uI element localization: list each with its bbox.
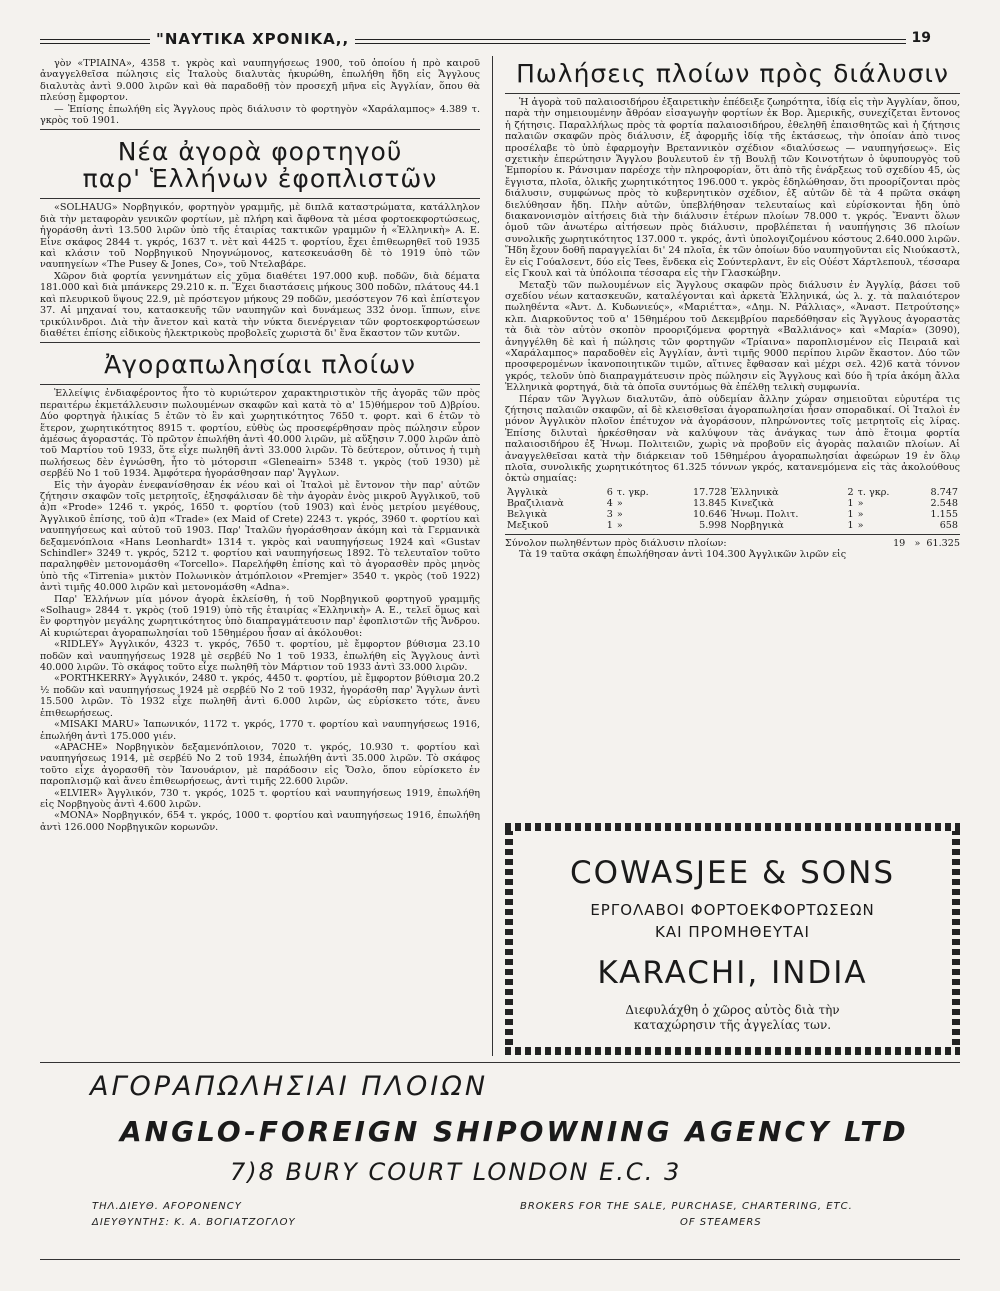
flags-table-cell: τ. γκρ.: [857, 486, 890, 498]
cowasjee-advertisement: [505, 823, 960, 1055]
flags-table-cell: Βραζιλιανὰ: [507, 497, 564, 509]
ad-content: [515, 855, 950, 1033]
flags-table-cell: 4: [606, 497, 613, 509]
flags-table-body: [505, 487, 960, 531]
total-figures: [893, 538, 960, 549]
flags-table-cell: »: [857, 497, 864, 509]
bottom-ad-services-1: BROKERS FOR THE SALE, PURCHASE, CHARTERING, ETC.: [520, 1201, 853, 1212]
solhaug-paragraph: «SOLHAUG» Νορβηγικόν, φορτηγὸν γραμμῆς, μὲ διπλᾶ καταστρώματα, κατάλληλον διὰ τὴν μεταφορὰν γενικῶν φορτίων, μὲ πλήρη καὶ ἄφθονα τὰ μέσα φορτοεκφορτώσεως, ἠγοράσθη ἀντὶ 13.500 λιρῶν ὑπὸ τῆς ἑταιρίας τακτικῶν γραμμῶν ἡ «Ἑλληνικὴ» Α. Ε. Εἶνε σκάφος 2844 τ. γκρός, 1637 τ. νὲτ καὶ 4425 τ. φορτίου, ἔχει ἐπιθεωρηθεῖ τοῦ 1935 καὶ κλάσιν τοῦ Νορβηγικοῦ Νηογνώμονος, κατεσκευάσθη δὲ τὸ 1919 ὑπὸ τῶν ναυπηγείων «The Pusey & Jones, Co», τοῦ Ντελαβάρε.: [40, 202, 480, 271]
publication-title: "ΝΑΥΤΙΚΑ ΧΡΟΝΙΚΑ,,: [150, 30, 355, 48]
flags-table-cell: Ἀγγλικὰ: [507, 486, 548, 498]
flags-table-cell: 2.548: [930, 497, 958, 509]
flags-table-cell: τ. γκρ.: [616, 486, 649, 498]
article-continuation-2: — Ἐπίσης ἐπωλήθη εἰς Ἄγγλους πρὸς διάλυσιν τὸ φορτηγὸν «Χαράλαμπος» 4.389 τ. γκρὸς τοῦ 1901.: [40, 103, 480, 127]
flags-table-cell: 17.728: [693, 486, 727, 498]
section-rule: [505, 93, 960, 94]
ad-note: [515, 1003, 950, 1033]
greeks-paragraph: Παρ' Ἑλλήνων μία μόνον ἀγορὰ ἐκλείσθη, ἡ τοῦ Νορβηγικοῦ φορτηγοῦ γραμμῆς «Solhaug» 2844 τ. γκρὸς (τοῦ 1919) ὑπὸ τῆς ἑταιρίας «Ἑλληνικὴ» Α. Ε., τελεῖ ὅμως καὶ ἓν φορτηγὸν μεγάλης χωρητικότητος ὑπὸ διαπραγμάτευσιν παρ' ἐφοπλιστῶν τῆς Ἄνδρου. Αἱ κυριώτεραι ἀγοραπωλησίαι τοῦ 15θημέρου ἦσαν αἱ ἀκόλουθοι:: [40, 593, 480, 639]
flags-table-row: [505, 487, 960, 498]
section-rule: [40, 129, 480, 130]
total-mark: »: [914, 537, 921, 549]
market-paragraph: Ἐλλείψις ἐνδιαφέροντος ἦτο τὸ κυριώτερον χαρακτηριστικὸν τῆς ἀγορᾶς τῶν πρὸς περαιτέρω ἐκμετάλλευσιν πωλουμένων σκαφῶν καὶ κατὰ τὸ α' 15)θήμερον τοῦ Δ)βρίου. Δύο φορτηγὰ ἡλικίας 5 ἐτῶν τὸ ἓν καὶ χωρητικότητος 7650 τ. φορτ. καὶ 6 ἐτῶν τὸ ἕτερον, χωρητικότητος 8915 τ. φορτίου, εὐθὺς ὡς προσεφέρθησαν πρὸς πώλησιν εὗρον ἀμέσως ἀγοραστάς. Τὸ πρῶτον ἐπωλήθη ἀντὶ 40.000 λιρῶν, μὲ αὔξησιν 7.000 λιρῶν ἀπὸ τοῦ Μαρτίου τοῦ 1933, ὅτε εἶχε πωληθῆ ἀντὶ 33.000 λιρῶν. Τὸ δεύτερον, οὗτινος ἡ τιμὴ πωλήσεως δὲν ἐγνώσθη, ἦτο τὸ μότορσιπ «Gleneairn» 5348 τ. γκρὸς (τοῦ 1930) μὲ σερβέϋ Νο 1 τοῦ 1934. Ἀμφότερα ἠγοράσθησαν παρ' Ἄγγλων.: [40, 388, 480, 480]
total-count: 19: [893, 537, 906, 549]
ad-city: KARACHI, INDIA: [597, 955, 868, 991]
flags-table-cell: Βελγικὰ: [507, 508, 548, 520]
section-rule: [40, 198, 480, 199]
flags-table-cell: Κινεζικὰ: [730, 497, 774, 509]
section-rule: [40, 342, 480, 343]
flags-table-cell: 13.845: [693, 497, 727, 509]
article-continuation: γὸν «ΤΡΙΑΙΝΑ», 4358 τ. γκρὸς καὶ ναυπηγήσεως 1900, τοῦ ὁποίου ἡ πρὸ καιροῦ ἀναγγελθεῖσα πώλησις εἰς Ἰταλοὺς διαλυτὰς ἠκυρώθη, ἐπωλήθη ἤδη εἰς Ἄγγλους διαλυτὰς ἀντὶ 9.000 λιρῶν καὶ θὰ παραδοθῇ τὸν προσεχῆ μῆνα εἰς Ἀγγλίαν, ὅπου θὰ πλεύσῃ ἔμφορτον.: [40, 58, 480, 104]
greek-ships-paragraph: Μεταξὺ τῶν πωλουμένων εἰς Ἄγγλους σκαφῶν πρὸς διάλυσιν ἐν Ἀγγλίᾳ, βάσει τοῦ σχεδίου νέων κατασκευῶν, καταλέγονται καὶ ἀρκετὰ Ἑλληνικά, ὡς λ. χ. τὰ παλαιότερον πωληθέντα «Ἀντ. Δ. Κυδωνιεύς», «Μαριέττα», «Δημ. Ν. Ράλλιας», «Ἀναστ. Πετρούτσης» κλπ. Διαρκοῦντος τοῦ α' 15θημέρου τοῦ Δεκεμβρίου παρεδόθησαν εἰς Ἄγγλους ἀγοραστὰς τὰ διὰ τὸν αὐτὸν σκοπὸν προοριζόμενα φορτηγὰ «Βαλλιάνος» καὶ «Μαρία» (3090), ἀνηγγέλθη δὲ καὶ ἡ πώλησις τῶν φορτηγῶν «Τρίαινα» παροπλισμένον εἰς Πειραιᾶ καὶ «Χαράλαμπος» παραδοθὲν εἰς Ἀγγλίαν, ἀντὶ τιμῆς 9000 περίπου λιρῶν ἕκαστον. Δύο τῶν προσφερομένων ἱκανοποιητικῶν τιμῶν, αἵτινες ἔφθασαν καὶ μέχρι σελ. 42)6 κατὰ τόννον γκρός, τελοῦν ὑπὸ διαπραγμάτευσιν πρὸς πώλησιν εἰς Ἄγγλους καὶ δύο ἢ τρία ἀκόμη ἄλλα Ἑλληνικὰ φορτηγά, διὰ τὰ ὁποῖα συντόμως θὰ ἐπέλθῃ τελικὴ συμφωνία.: [505, 279, 960, 394]
italians-paragraph: Εἰς τὴν ἀγορὰν ἐνεφανίσθησαν ἐκ νέου καὶ οἱ Ἰταλοὶ μὲ ἔντονον τὴν παρ' αὐτῶν ζήτησιν σκαφῶν τοῖς μετρητοῖς, ἐξησφάλισαν δὲ τὴν ἀγορὰν ἑνὸς μικροῦ Ἀγγλικοῦ, τοῦ ἀ)π «Prode» 1246 τ. γκρός, 1650 τ. φορτίου (τοῦ 1903) καὶ ἑνὸς μετρίου μεγέθους, Ἀγγλικοῦ ἐπίσης, τοῦ ἀ)π «Trade» (ex Maid of Crete) 2243 τ. γκρός, 3960 τ. φορτίου καὶ ναυπηγήσεως καὶ αὐτοῦ τοῦ 1903. Παρ' Ἰταλῶν ἠγοράσθησαν ἀκόμη καὶ τὰ Γερμανικὰ δεξαμενόπλοια «Hans Leonhardt» 1314 τ. γκρὸς καὶ ναυπηγήσεως 1924 καὶ «Gustav Schindler» 3249 τ. γκρός, 5212 τ. φορτίου καὶ ναυπηγήσεως 1892. Τὸ τελευταῖον τοῦτο παραληφθὲν μετονομάσθη «Torcello». Παρελήφθη ἐπίσης καὶ τὸ ἀγορασθὲν πρὸς μηνὸς ὑπὸ τῆς «Tirrenia» μικτὸν Πολωνικὸν ἀτμόπλοιον «Premjer» 3540 τ. γκρὸς (τοῦ 1922) ἀντὶ τιμῆς 40.000 λιρῶν καὶ μετονομάσθη «Adna».: [40, 479, 480, 594]
total-row: [505, 538, 960, 549]
misaki-maru-paragraph: «MISAKI MARU» Ἰαπωνικόν, 1172 τ. γκρός, 1770 τ. φορτίου καὶ ναυπηγήσεως 1916, ἐπωλήθη ἀντὶ 175.000 γιέν.: [40, 719, 480, 742]
mona-paragraph: «MONA» Νορβηγικόν, 654 τ. γκρός, 1000 τ. φορτίου καὶ ναυπηγήσεως 1916, ἐπωλήθη ἀντὶ 126.000 Νορβηγικῶν κορωνῶν.: [40, 810, 480, 833]
table-rule: [505, 534, 960, 535]
flags-table-cell: 5.998: [699, 519, 727, 531]
total-value: 61.325: [926, 537, 960, 549]
anglo-foreign-advertisement: [40, 1062, 960, 1260]
flags-table-row: [505, 498, 960, 509]
flags-table-cell: »: [857, 519, 864, 531]
flags-table-cell: »: [616, 508, 623, 520]
section-rule: [40, 384, 480, 385]
scrap-market-paragraph: Ἡ ἀγορὰ τοῦ παλαιοσιδήρου ἐξαιρετικὴν ἐπέδειξε ζωηρότητα, ἰδίᾳ εἰς τὴν Ἀγγλίαν, ὅπου, παρὰ τὴν σημειουμένην ἄθρόαν εἰσαγωγὴν φορτίων ἐκ Βορ. Ἀμερικῆς, συνεχίζεται ἔντονος ἡ ζήτησις. Παραλλήλως πρὸς τὰ φορτία παλαιοσιδήρου, ἐθεληθῆ ἐπαισθητῶς καὶ ἡ ζήτησις παλαιῶν σκαφῶν πρὸς διάλυσιν, ἐξ ἀφορμῆς ἰδίᾳ τῆς ἐκτάσεως, τὴν ὁποίαν ἀπὸ τινος προσέλαβε τὸ ὑπὸ ἐφαρμογὴν Βρεταννικὸν σχέδιον «διαλύσεως — ναυπηγήσεως». Εἰς σχετικὴν ἐπερώτησιν Ἄγγλου βουλευτοῦ ἐν τῇ Βουλῇ τῶν Κοινοτήτων ὁ ὑφυπουργὸς τοῦ Ἐμπορίου κ. Ράνσιμαν παρέσχε τὴν πληροφορίαν, ὅτι ἀπὸ τῆς ἐνάρξεως τοῦ σχεδίου 45, ὡς ἔγγιστα, πλοῖα, ὁλικῆς χωρητικότητος 196.000 τ. γκρὸς ἐδηλώθησαν, ὅτι προορίζονται πρὸς διάλυσιν, συμφώνως πρὸς τὸ κυβερνητικὸν σχέδιον, ἐξ αὐτῶν δὲ τὰ 4 πρῶτα σκάφη διελύθησαν ἤδη. Πλὴν αὐτῶν, ὑπεβλήθησαν τελευταίως καὶ εὑρίσκονται ἤδη ὑπὸ διακανονισμὸν αἰτήσεις διὰ τὴν διάλυσιν ἑτέρων πλοίων 78.000 τ. γκρός. Ἔναντι ὅλων ὁμοῦ τῶν ἀνωτέρω αἰτήσεων πρὸς διάλυσιν, προβλέπεται ἡ ναυπήγησις 36 πλοίων συνολικῆς χωρητικότητος 137.000 τ. γκρός, ἀντὶ ὑπολογιζομένου κόστους 2.640.000 λιρῶν. Ἤδη ἔχουν δοθῆ παραγγελίαι δι' 24 πλοῖα, ἐκ τῶν ὁποίων δύο ναυπηγοῦνται εἰς Νιούκαστλ, ἓν εἰς Γούαλσεντ, δύο εἰς Tees, ἕνδεκα εἰς Σούντερλαντ, ἓν εἰς Οὐέστ Χάρτλεπουλ, τέσσαρα εἰς Γκουλ καὶ τὰ ὑπόλοιπα τέσσαρα εἰς τὴν Γλασκώβην.: [505, 97, 960, 280]
closing-line: Τὰ 19 ταῦτα σκάφη ἐπωλήθησαν ἀντὶ 104.300 Ἀγγλικῶν λιρῶν εἰς: [519, 549, 847, 561]
ad-note-line-1: Διεφυλάχθη ὁ χῶρος αὐτὸς διὰ τὴν: [625, 1003, 840, 1017]
elvier-paragraph: «ELVIER» Ἀγγλικόν, 730 τ. γκρός, 1025 τ. φορτίου καὶ ναυπηγήσεως 1919, ἐπωλήθη εἰς Νορβηγοὺς ἀντὶ 4.600 λιρῶν.: [40, 787, 480, 810]
other-countries-paragraph: Πέραν τῶν Ἄγγλων διαλυτῶν, ἀπὸ οὐδεμίαν ἄλλην χώραν σημειοῦται εὐρυτέρα τις ζήτησις παλαιῶν σκαφῶν, αἱ δὲ κλεισθεῖσαι ἀγοραπωλησίαι ἦσαν σποραδικαί. Οἱ Ἰταλοὶ ἐν μόνον Ἀγγλικὸν πλοῖον ἐπέτυχον νὰ ἀγοράσουν, πληρώνοντες τοῖς μετρητοῖς εἰς λίρας. Ἐπίσης διλυταὶ ἠρκέσθησαν νὰ καλύψουν τὰς ἀνάγκας των ἀπὸ ἕτοιμα φορτία παλαιοσιδήρου ἐξ Ἡνωμ. Πολιτειῶν, χωρὶς νὰ προβοῦν εἰς ἀγορὰς παλαιῶν πλοίων. Αἱ ἀναγγελθεῖσαι κατὰ τὴν διάρκειαν τοῦ 15θημέρου ἀγοραπωλησίαι ἀφεώρων 19 ἐν ὅλῳ πλοῖα, συνολικῆς χωρητικότητος 61.325 τόννων γκρός, κατανεμόμενα εἰς τὰς ἀκολούθους ὀκτὼ σημαίας:: [505, 393, 960, 485]
bottom-ad-telegraph: ΤΗΛ.ΔΙΕΥΘ. AFOPONENCY: [92, 1201, 242, 1212]
right-column: [505, 58, 960, 561]
heading-line-2: παρ' Ἑλλήνων ἐφοπλιστῶν: [82, 164, 438, 194]
flags-table-cell: 3: [606, 508, 613, 520]
bottom-ad-services-2: OF STEAMERS: [680, 1217, 762, 1228]
solhaug-specs-paragraph: Χῶρον διὰ φορτία γεννημάτων εἰς χῦμα διαθέτει 197.000 κυβ. ποδῶν, διὰ δέματα 181.000 καὶ διὰ μπάνκερς 29.210 κ. π. Ἔχει διαστάσεις μήκους 300 ποδῶν, πλάτους 44.1 καὶ πλευρικοῦ ὕψους 22.9, μὲ πρόστεγον μήκους 29 ποδῶν, μεσόστεγον 76 καὶ ἐπίστεγον 37. Αἱ μηχαναί του, κατασκευῆς τῶν ναυπηγῶν καὶ δυνάμεως 332 ὀνομ. ἵππων, εἶνε τρικύλινδροι. Διὰ τὴν ἄνετον καὶ κατὰ τὴν νύκτα διενέργειαν τῶν φορτοεκφορτώσεων διαθέτει ἐπίσης εἰδικοὺς ἠλεκτρικοὺς προβολεῖς χωριστὰ δι' ἕνα ἕκαστον τῶν κυτῶν.: [40, 270, 480, 339]
ad-services-line-1: ΕΡΓΟΛΑΒΟΙ ΦΟΡΤΟΕΚΦΟΡΤΩΣΕΩΝ: [590, 901, 875, 919]
flags-table-cell: 658: [939, 519, 958, 531]
flags-table-cell: 1.155: [930, 508, 958, 520]
flags-table-cell: Νορβηγικὰ: [730, 519, 784, 531]
ad-services-line-2: ΚΑΙ ΠΡΟΜΗΘΕΥΤΑΙ: [655, 923, 810, 941]
flags-table-cell: »: [857, 508, 864, 520]
porthkerry-paragraph: «PORTHKERRY» Ἀγγλικόν, 2480 τ. γκρός, 4450 τ. φορτίου, μὲ ἔμφορτον βύθισμα 20.2 ½ ποδῶν καὶ ναυπηγήσεως 1924 μὲ σερβέϋ Νο 2 τοῦ 1932, ἠγοράσθη παρ' Ἄγγλων ἀντὶ 15.500 λιρῶν. Τὸ 1932 εἶχε πωληθῆ ἀντὶ 6.000 λιρῶν, ὡς εὑρίσκετο τότε, ἄνευ ἐπιθεωρήσεως.: [40, 673, 480, 719]
ad-note-line-2: καταχώρησιν τῆς ἀγγελίας των.: [633, 1018, 832, 1032]
heading-line-1: Νέα ἀγορὰ φορτηγοῦ: [117, 137, 403, 167]
flags-table-cell: 1: [847, 519, 854, 531]
left-column: [40, 58, 480, 833]
ad-company-name: COWASJEE & SONS: [569, 855, 896, 891]
flags-table-cell: »: [616, 519, 623, 531]
page-number: 19: [906, 30, 937, 46]
flags-table-cell: 2: [847, 486, 854, 498]
flags-table: [505, 487, 960, 531]
header-rule-left: [40, 39, 150, 44]
total-label: Σύνολον πωληθέντων πρὸς διάλυσιν πλοίων:: [505, 537, 727, 549]
flags-table-cell: 1: [847, 497, 854, 509]
flags-table-cell: 10.646: [693, 508, 727, 520]
flags-table-cell: 1: [847, 508, 854, 520]
heading-ships-for-scrap: Πωλήσεις πλοίων πρὸς διάλυσιν: [516, 59, 949, 88]
flags-table-row: [505, 509, 960, 520]
flags-table-cell: 8.747: [930, 486, 958, 498]
bottom-ad-title: ΑΓΟΡΑΠΩΛΗΣΙΑΙ ΠΛΟΙΩΝ: [90, 1071, 489, 1102]
page-header: [40, 30, 965, 52]
bottom-ad-address: 7)8 BURY COURT LONDON E.C. 3: [230, 1158, 682, 1186]
flags-table-cell: »: [616, 497, 623, 509]
flags-table-row: [505, 520, 960, 531]
flags-table-cell: Ἑλληνικὰ: [730, 486, 779, 498]
flags-table-cell: Μεξικοῦ: [507, 519, 549, 531]
column-divider: [492, 56, 493, 1056]
flags-table-cell: 6: [606, 486, 613, 498]
flags-table-cell: 1: [606, 519, 613, 531]
heading-new-cargo-purchase: [40, 138, 480, 192]
heading-ship-sales: Ἀγοραπωλησίαι πλοίων: [104, 350, 416, 380]
bottom-ad-director: ΔΙΕΥΘΥΝΤΗΣ: Κ. Α. ΒΟΓΙΑΤΖΟΓΛΟΥ: [92, 1217, 296, 1228]
ridley-paragraph: «RIDLEY» Ἀγγλικόν, 4323 τ. γκρός, 7650 τ. φορτίου, μὲ ἔμφορτον βύθισμα 23.10 ποδῶν καὶ ναυπηγήσεως 1928 μὲ σερβέϋ Νο 1 τοῦ 1933, ἐπωλήθη εἰς Ἄγγλους ἀντὶ 40.000 λιρῶν. Τὸ σκάφος τοῦτο εἶχε πωληθῆ τὸν Μάρτιον τοῦ 1933 ἀντὶ 33.000 λιρῶν.: [40, 639, 480, 674]
bottom-ad-company: ANGLO-FOREIGN SHIPOWNING AGENCY LTD: [120, 1115, 909, 1148]
apache-paragraph: «APACHE» Νορβηγικὸν δεξαμενόπλοιον, 7020 τ. γκρός, 10.930 τ. φορτίου καὶ ναυπηγήσεως 1914, μὲ σερβέϋ Νο 2 τοῦ 1934, ἐπωλήθη ἀντὶ 35.000 λιρῶν. Τὸ σκάφος τοῦτο εἶχε ἀγορασθῆ τὸν Ἰανουάριον, μὲ παράδοσιν εἰς Ὄσλο, ὅπου εὑρίσκετο ἐν παροπλισμῷ καὶ ἄνευ ἐπιθεωρήσεως, ἀντὶ τιμῆς 22.600 λιρῶν.: [40, 741, 480, 788]
flags-table-cell: Ἡνωμ. Πολιτ.: [730, 508, 799, 520]
